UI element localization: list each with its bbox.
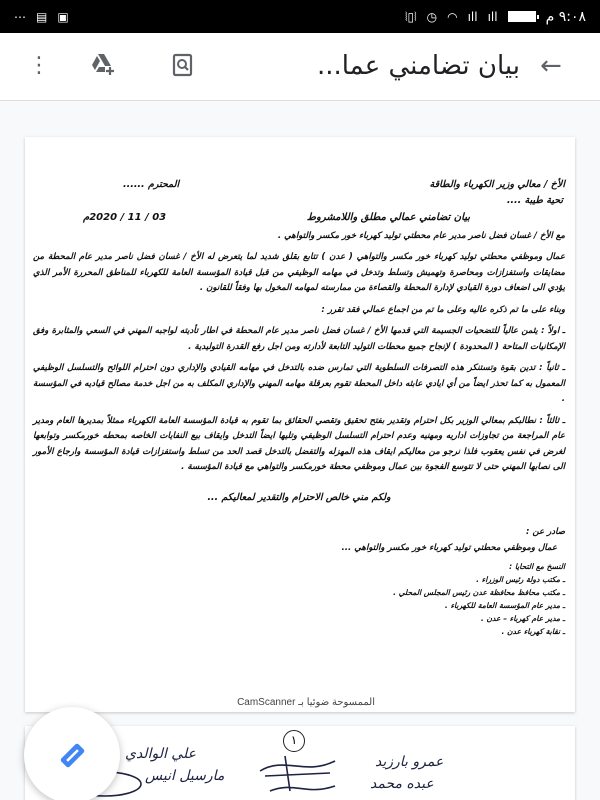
document-body: [33, 177, 565, 638]
signature-scribble: [255, 751, 345, 800]
wifi-icon: ◠: [447, 9, 458, 24]
greeting: تحية طيبة ....: [506, 194, 563, 206]
add-to-drive-icon[interactable]: [90, 53, 116, 82]
item-2: ـ ثانياً : تدين بقوة وتستنكر هذه التصرفات السلطوية التي تمارس ضده بالتدخل في مهامه القيادي والإداري دون احترام اللوائح والتسلسل الوظيفي المعمول به كما تحذر ايضاً من أي ايادي عابثه داخل المحطة تقوم بعرقلة مهامه المهني والإداري المكلف به من اجل خدمة مصالح قياديه في المؤسسة .: [33, 363, 565, 404]
signature: عمرو بارزيد: [375, 754, 444, 770]
app-bar: [0, 33, 600, 101]
addressee-row: [33, 177, 565, 193]
intro: مع الأخ / غسان فضل ناصر مدير عام محطتي توليد كهرباء خور مكسر والتواهي .: [277, 230, 565, 241]
image-icon: ▣: [57, 9, 69, 24]
copy-item: ـ مكتب دولة رئيس الوزراء .: [476, 575, 565, 584]
item-1: ـ اولاً : يثمن عالياً للتضحيات الجسيمة التي قدمها الأخ / غسان فضل ناصر مدير عام المحطة في اطار تأديته لواجبه المهني في السعي والمثابرة وفق الإمكانيات المتاحة ( المحدودة ) لإنجاح جميع محطات التوليد التابعة لأدارته ومن اجل رفع القدرة التوليدية .: [33, 326, 565, 352]
camscanner-watermark: الممسوحة ضوئيا بـ CamScanner: [237, 697, 375, 708]
status-bar: [0, 0, 600, 33]
arrow-back-icon[interactable]: ←: [540, 51, 562, 81]
clock: ٩:٠٨ م: [545, 8, 586, 25]
issued-label: صادر عن :: [526, 527, 565, 537]
alarm-icon: ◷: [426, 9, 438, 24]
edit-button[interactable]: [24, 707, 120, 800]
copy-item: ـ مدير عام كهرباء – عدن .: [480, 614, 565, 623]
more-vert-icon[interactable]: ⋮: [28, 53, 50, 78]
pdf-viewer[interactable]: [0, 101, 600, 800]
subject-row: [33, 210, 565, 226]
vibrate-icon: ⦚▯⦚: [404, 9, 417, 24]
message-icon: ▤: [36, 9, 48, 24]
copies-label: النسخ مع التحايا :: [509, 562, 565, 571]
status-right: [405, 10, 586, 24]
battery-icon: [508, 11, 536, 22]
copy-item: ـ نقابة كهرباء عدن .: [501, 627, 565, 636]
signature: عبده محمد: [370, 776, 434, 792]
issued-by: عمال وموظفي محطتي توليد كهرباء خور مكسر والتواهي ...: [341, 542, 557, 553]
signature: مارسيل انيس: [145, 768, 225, 784]
paragraph-2: وبناء على ما تم ذكره عاليه وعلى ما تم من اجماع عمالي فقد تقرر :: [321, 304, 565, 315]
honorific: المحترم ......: [123, 179, 180, 190]
date: 03 / 11 / 2020م: [83, 212, 167, 223]
copy-item: ـ مكتب محافظ محافظة عدن رئيس المجلس المحلي .: [393, 588, 565, 597]
document-page-1: [25, 137, 575, 712]
item-3: ـ ثالثاً : نطالبكم بمعالي الوزير بكل احترام وتقدير بفتح تحقيق وتقصي الحقائق بما تقوم به قيادة المؤسسة العامة الكهرباء ممثلاً بمديرها العام ومدير عام المراجعة من تجاوزات اداريه ومهنيه وعدم احترام التسلسل الوظيفي وتليها ايضاً التدخل وايقاف بيع النفايات الخاصه بمحطه خورمكسر وتوابعها لغرض في نفس يعقوب فلذا نرجو من معاليكم ايقاف هذه المهزله والتفضل بالتدخل قصد الحد من تسلط واستفزازات قيادة المؤسسة وارجاع الأمور الى نصابها المهني حتى لا تتوسع الفجوة بين عمال وموظفي محطة خورمكسر والتواهي مع قيادة المؤسسة .: [33, 415, 565, 472]
copies-list: [33, 560, 565, 638]
signature: علي الوالدي: [125, 746, 196, 762]
more-icon: ⋯: [14, 9, 26, 24]
page-number: ١: [283, 730, 305, 752]
addressee: الأخ / معالي وزير الكهرباء والطاقة: [429, 179, 565, 190]
signal-3g-icon: ıll: [467, 9, 478, 24]
find-in-page-icon[interactable]: [172, 53, 194, 84]
subject: بيان تضامني عمالي مطلق واللامشروط: [306, 212, 470, 223]
closing: ولكم مني خالص الاحترام والتقدير لمعاليكم ...: [207, 491, 391, 503]
signal-e-icon: ıll: [487, 9, 498, 24]
copy-item: ـ مدير عام المؤسسة العامة للكهرباء .: [444, 601, 565, 610]
status-left: [14, 11, 69, 23]
paragraph-1: عمال وموظفي محطتي توليد كهرباء خور مكسر والتواهي ( عدن ) تتابع بقلق شديد لما يتعرض له الأخ / غسان فضل ناصر مدير عام المحطة من مضايقات واستفزازات ومحاصرة وتهميش وتسلط وتدخل في مهامه الوظيفي من قبل قيادة المؤسسة العامة للكهرباء للمناطق المحررة الأمر الذي يؤدي الى اضعاف دورة القيادي لإدارة المحطة والقصاءة من ممارسته لمهامه المخول بها وفقاً للقانون .: [33, 252, 565, 293]
document-title: بيان تضامني عما...: [316, 51, 520, 81]
edit-pencil-icon: [57, 740, 87, 770]
